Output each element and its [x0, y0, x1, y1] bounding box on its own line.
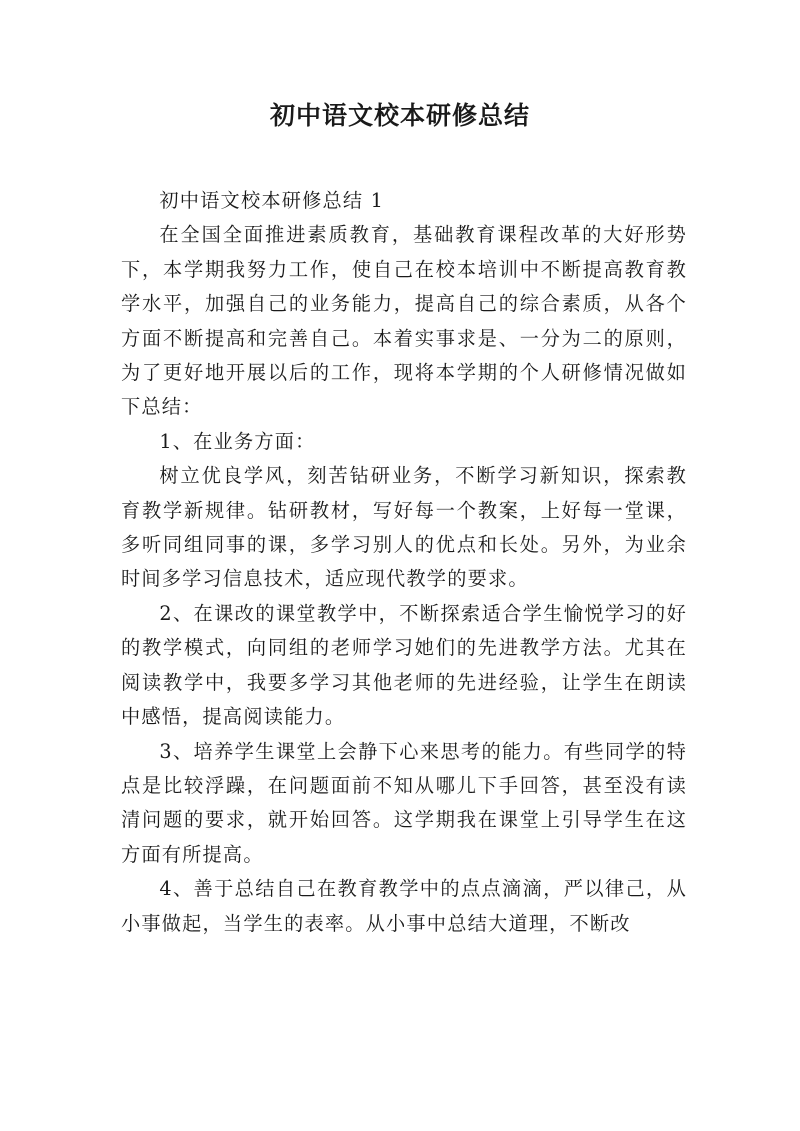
paragraph-item-4: 4、善于总结自己在教育教学中的点点滴滴，严以律己，从小事做起，当学生的表率。从小事中总结大道理，不断改 — [121, 877, 687, 935]
paragraph-item-1-heading: 1、在业务方面： — [159, 429, 316, 453]
paragraph-intro: 在全国全面推进素质教育，基础教育课程改革的大好形势下，本学期我努力工作，使自己在校本培训中不断提高教育教学水平，加强自己的业务能力，提高自己的综合素质，从各个方面不断提高和完善自己。本着实事求是、一分为二的原则，为了更好地开展以后的工作，现将本学期的个人研修情况做如下总结： — [121, 223, 687, 419]
document-title: 初中语文校本研修总结 — [269, 101, 530, 130]
paragraph-item-3: 3、培养学生课堂上会静下心来思考的能力。有些同学的特点是比较浮躁，在问题面前不知从哪儿下手回答，甚至没有读清问题的要求，就开始回答。这学期我在课堂上引导学生在这方面有所提高。 — [121, 739, 687, 866]
paragraph-item-1-body: 树立优良学风，刻苦钻研业务，不断学习新知识，探索教育教学新规律。钻研教材，写好每一个教案，上好每一堂课，多听同组同事的课，多学习别人的优点和长处。另外，为业余时间多学习信息技术，适应现代教学的要求。 — [121, 464, 687, 591]
section-heading: 初中语文校本研修总结 1 — [159, 189, 384, 212]
document-body — [121, 184, 687, 941]
paragraph-item-2: 2、在课改的课堂教学中，不断探索适合学生愉悦学习的好的教学模式，向同组的老师学习她们的先进教学方法。尤其在阅读教学中，我要多学习其他老师的先进经验，让学生在朗读中感悟，提高阅读能力。 — [121, 601, 687, 729]
